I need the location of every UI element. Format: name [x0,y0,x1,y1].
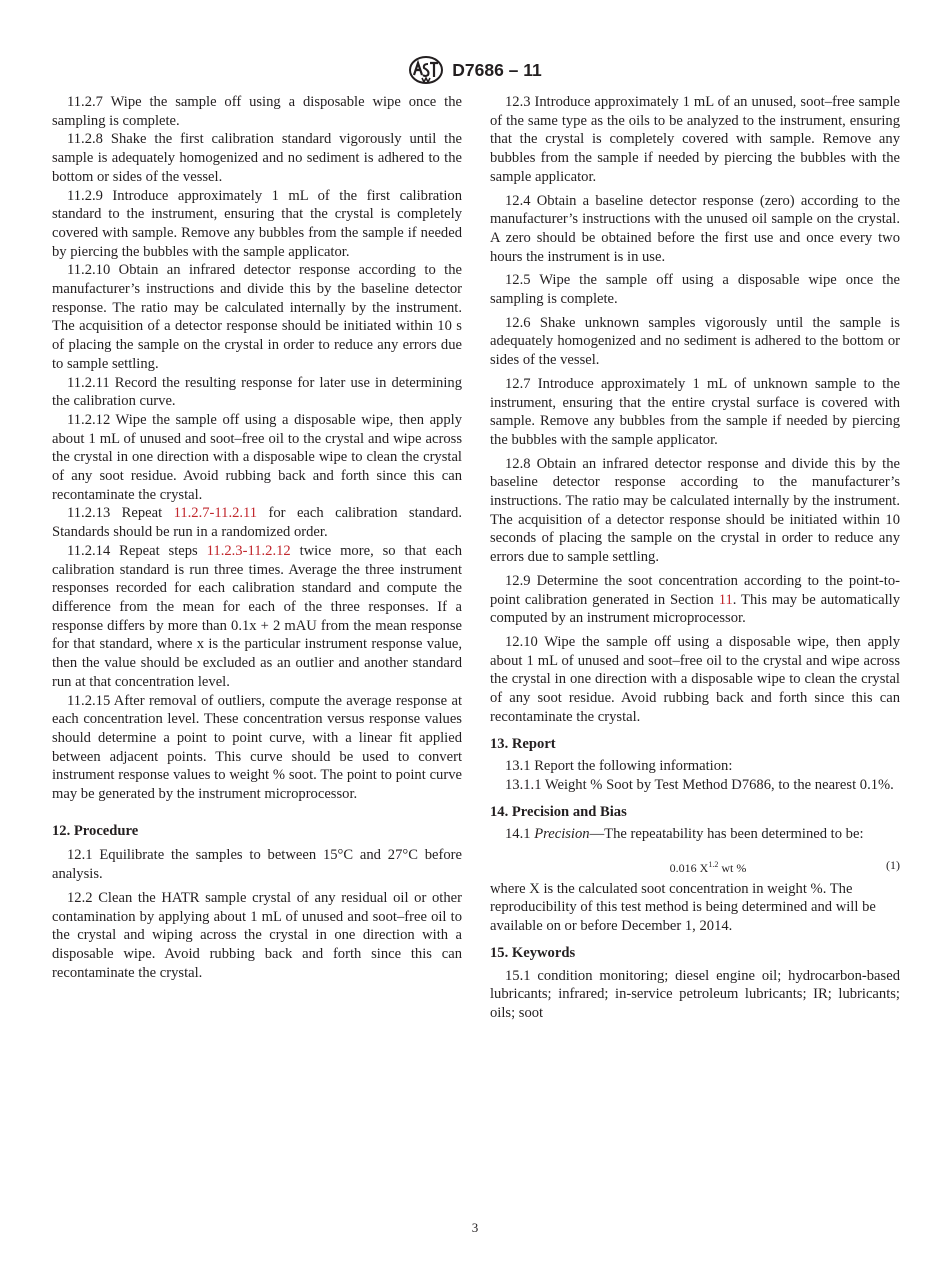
paragraph-12-3: 12.3 Introduce approximately 1 mL of an unused, soot–free sample of the same type as the oils to be analyzed to the instrument, ensuring that the crystal is completely covered with sample. Remove any bubbles from the sample if needed by piercing the bubbles with the sample applicator. [490,94,900,185]
equation-1 [490,856,900,878]
text: . This may be automatically computed by an instrument microprocessor. [490,591,901,627]
text: twice more, so that each calibration standard is run three times. Average the three instrument responses recorded for each calibration standard and compute the difference from the mean for each of the three responses. If a response differs by more than 0.1x + 2 mAU from the mean response for that standard, where x is the particular instrument response value, then the value should be excluded as an outlier and another standard run at that concentration level. [52,542,462,690]
right-column [490,93,900,1023]
paragraph-12-10: 12.10 Wipe the sample off using a disposable wipe, then apply about 1 mL of unused and soot–free oil to the crystal and wipe across the crystal in one direction with a disposable wipe to clean the crystal of any soot residue. Avoid rubbing back and forth since this can recontaminate the crystal. [490,633,900,725]
section-link-11[interactable]: 11 [718,591,733,608]
page-number: 3 [471,1220,479,1235]
paragraph-11-2-11: 11.2.11 Record the resulting response for later use in determining the calibration curve. [52,374,462,410]
paragraph-14-1 [490,825,900,844]
paragraph-12-6: 12.6 Shake unknown samples vigorously until the sample is adequately homogenized and no sediment is adhered to the bottom or sides of the vessel. [490,314,900,369]
equation-exponent: 1.2 [708,860,719,870]
paragraph-12-1: 12.1 Equilibrate the samples to between 15°C and 27°C before analysis. [52,847,462,883]
section-link-11-2-3[interactable]: 11.2.3-11.2.12 [206,542,291,559]
text: —The repeatability has been determined to be: [589,826,864,843]
heading-precision-bias: 14. Precision and Bias [490,803,627,820]
equation-body [490,856,886,878]
paragraph-11-2-12: 11.2.12 Wipe the sample off using a disposable wipe, then apply about 1 mL of unused and soot–free oil to the crystal and wipe across the crystal in one direction with a disposable wipe to clean the crystal of any soot residue. Avoid rubbing back and forth since this can recontaminate the crystal. [52,411,462,503]
section-link-11-2-7[interactable]: 11.2.7-11.2.11 [173,505,258,522]
paragraph-12-8: 12.8 Obtain an infrared detector response and divide this by the baseline detector response according to the manufacturer’s instructions. The ratio may be calculated internally by the instrument. The acquisition of a detector response should be initiated within 10 seconds of placing the sample on the crystal in order to reduce any errors due to sample settling. [490,455,900,566]
paragraph-11-2-10: 11.2.10 Obtain an infrared detector response according to the manufacturer’s instructions and divide this by the baseline detector response. The ratio may be calculated internally by the instrument. The acquisition of a detector response should be initiated within 10 s of placing the sample on the crystal in order to reduce any errors due to sample settling. [52,262,462,372]
document-id: D7686 – 11 [452,59,542,80]
paragraph-15-1: 15.1 condition monitoring; diesel engine oil; hydrocarbon-based lubricants; infrared; in-service petroleum lubricants; IR; lubricants; oils; soot [490,967,900,1021]
paragraph-12-5: 12.5 Wipe the sample off using a disposable wipe once the sampling is complete. [490,272,900,308]
paragraph-12-9 [490,572,900,628]
text: 11.2.13 Repeat [67,505,174,522]
paragraph-11-2-7: 11.2.7 Wipe the sample off using a disposable wipe once the sampling is complete. [52,94,462,129]
paragraph-13-1-1: 13.1.1 Weight % Soot by Test Method D7686, to the nearest 0.1%. [505,776,894,793]
heading-procedure: 12. Procedure [52,822,139,839]
paragraph-13-1: 13.1 Report the following information: [505,758,733,775]
equation-number: (1) [886,858,900,873]
paragraph-11-2-15: 11.2.15 After removal of outliers, compute the average response at each concentration level. These concentration versus response values should determine a point to point curve, with a linear fit applied between adjacent points. This curve should be used to convert instrument response values to weight % soot. The point to point curve may be generated by the instrument microprocessor. [52,692,462,803]
astm-logo-icon [408,55,444,85]
paragraph-11-2-14 [52,542,462,692]
text: 11.2.14 Repeat steps [67,542,207,559]
heading-report: 13. Report [490,735,556,752]
heading-keywords: 15. Keywords [490,944,576,961]
text: 12.9 Determine the soot concentration according to the point-to-point calibration generated in Section [490,572,900,608]
paragraph-12-4: 12.4 Obtain a baseline detector response (zero) according to the manufacturer’s instructions with the unused oil sample on the crystal. A zero should be obtained before the first use and once every two hours the instrument is in use. [490,192,900,265]
text: 14.1 [505,826,535,843]
precision-term: Precision [534,826,590,843]
page-header [0,55,950,85]
paragraph-12-2: 12.2 Clean the HATR sample crystal of any residual oil or other contamination by applying about 1 mL of unused and soot–free oil to the crystal and wiping across the crystal in one direction with a disposable wipe. Avoid rubbing back and forth since this can recontaminate the crystal. [52,889,462,981]
paragraph-12-7: 12.7 Introduce approximately 1 mL of unknown sample to the instrument, ensuring that the entire crystal surface is covered with sample. Remove any bubbles from the sample if needed by piercing the bubbles with the sample applicator. [490,375,900,448]
left-column [52,93,462,982]
text: for each calibration standard. Standards should be run in a randomized order. [52,505,462,541]
equation-base: 0.016 X [669,861,709,876]
paragraph-11-2-9: 11.2.9 Introduce approximately 1 mL of the first calibration standard to the instrument, ensuring that the crystal is completely covered with sample. Remove any bubbles from the sample if needed by piercing the bubbles with the sample applicator. [52,187,462,260]
paragraph-14-where: where X is the calculated soot concentration in weight %. The reproducibility of this test method is being determined and will be available on or before December 1, 2014. [490,880,876,935]
paragraph-11-2-8: 11.2.8 Shake the first calibration standard vigorously until the sample is adequately homogenized and no sediment is adhered to the bottom or sides of the vessel. [52,131,462,185]
paragraph-11-2-13 [52,504,462,541]
equation-unit: wt % [718,861,747,876]
